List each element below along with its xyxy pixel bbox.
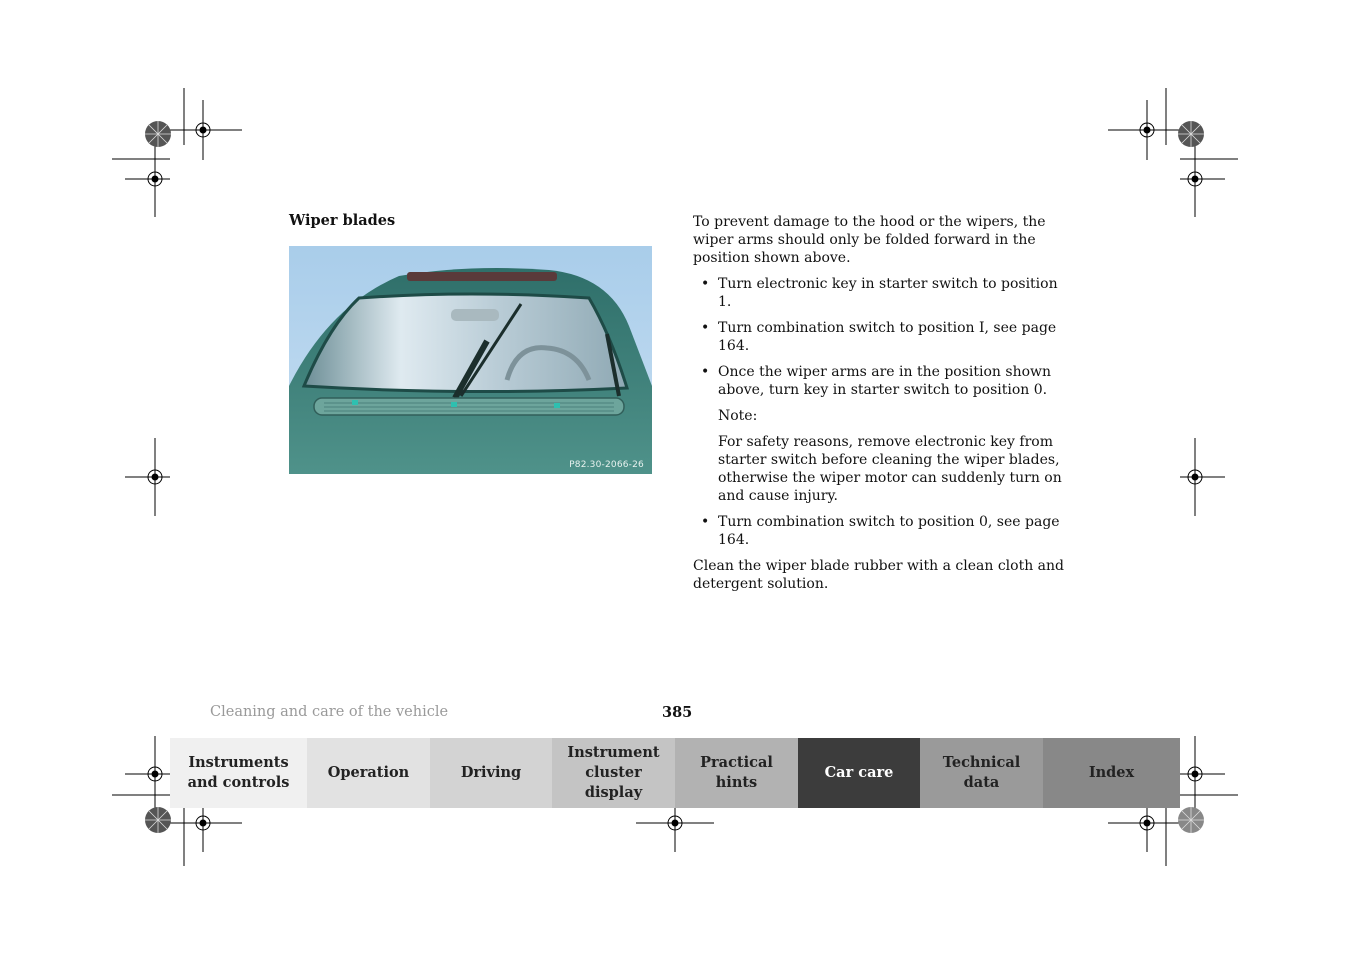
car-windshield-drawing (289, 246, 652, 474)
note-label: Note: (718, 408, 758, 424)
closing-paragraph: Clean the wiper blade rubber with a clean cloth and detergent solution. (693, 558, 1064, 592)
bullet: • (701, 364, 710, 380)
chapter-tabs (170, 738, 1180, 808)
tab-driving[interactable]: Driving (430, 738, 552, 808)
chapter-title: Cleaning and care of the vehicle (210, 704, 449, 720)
bullet: • (701, 514, 710, 530)
bullet: • (701, 276, 710, 292)
step-list (693, 275, 1073, 399)
bullet: • (701, 320, 710, 336)
tab-operation[interactable]: Operation (307, 738, 430, 808)
tab-index[interactable]: Index (1043, 738, 1180, 808)
note-text: For safety reasons, remove electronic key from starter switch before cleaning the wiper blades, otherwise the wiper motor can suddenly turn on and cause injury. (718, 434, 1062, 504)
list-item: • Turn combination switch to position I, see page 164. (701, 320, 1057, 354)
list-item: • Turn electronic key in starter switch to position 1. (701, 276, 1058, 310)
final-step-list (693, 513, 1073, 549)
page-number: 385 (662, 704, 693, 721)
tab-instruments-and-controls[interactable]: Instruments and controls (170, 738, 307, 808)
tab-car-care[interactable]: Car care (798, 738, 920, 808)
wiper-illustration (289, 246, 652, 474)
instructions-column (693, 213, 1073, 601)
intro-paragraph: To prevent damage to the hood or the wipers, the wiper arms should only be folded forward in the position shown above. (693, 214, 1046, 266)
figure-code: P82.30-2066-26 (569, 460, 644, 470)
section-title: Wiper blades (289, 212, 396, 229)
list-item: • Turn combination switch to position 0, see page 164. (701, 514, 1060, 548)
tab-technical-data[interactable]: Technical data (920, 738, 1043, 808)
list-item: • Once the wiper arms are in the position shown above, turn key in starter switch to position 0. (701, 364, 1052, 398)
tab-practical-hints[interactable]: Practical hints (675, 738, 798, 808)
tab-instrument-cluster-display[interactable]: Instrument cluster display (552, 738, 675, 808)
